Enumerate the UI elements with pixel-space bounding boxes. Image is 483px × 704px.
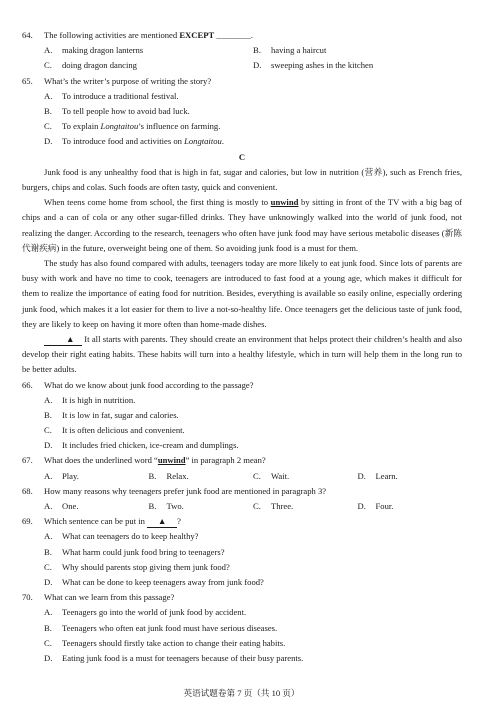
option-d [22,438,462,453]
option-text: To tell people how to avoid bad luck. [62,105,190,116]
option-text: What can be done to keep teenagers away from junk food? [62,576,264,587]
option-d [358,469,463,484]
option-label: A. [44,90,53,101]
option-d [358,499,463,514]
paragraph-text: When teens come home from school, the first thing is mostly to [44,197,271,208]
option-c [22,636,462,651]
option-label: D. [357,501,366,512]
page-footer: 英语试题卷第 7 页（共 10 页） [183,688,300,698]
option-a [22,469,149,484]
question-68 [22,484,462,499]
option-a [22,605,462,620]
option-text: What can teenagers do to keep healthy? [62,531,199,542]
option-text: Wait. [271,470,290,481]
option-d [22,575,462,590]
question-stem: ? [177,516,181,527]
option-label: A. [44,470,53,481]
question-stem: What does the underlined word “ [44,455,158,466]
question-stem: ” in paragraph 2 mean? [185,455,266,466]
option-label: B. [148,470,157,481]
q67-options [22,469,462,484]
option-label: A. [44,607,53,618]
option-text: What harm could junk food bring to teenagers? [62,546,225,557]
question-stem: What do we know about junk food according to the passage? [44,379,254,390]
option-b [22,545,462,560]
option-label: D. [44,136,53,147]
section-heading: C [238,151,246,162]
question-64 [22,28,462,43]
option-a [22,43,253,58]
option-label: C. [44,561,52,572]
question-65 [22,74,462,89]
option-text: Eating junk food is a must for teenagers because of their busy parents. [62,652,304,663]
option-text: It is high in nutrition. [62,394,136,405]
option-text: . [221,136,224,147]
option-label: C. [44,637,52,648]
question-67 [22,453,462,468]
stem-blank: ________. [214,30,253,40]
q64-options-cd [22,58,462,73]
paragraph-4 [22,332,462,378]
option-text: Teenagers should firstly take action to change their eating habits. [62,637,286,648]
option-c [22,58,253,73]
paragraph-text: by sitting in front of the TV with a big bag of chips and a can of cola or any other sugar-filled drinks. They have unknowingly walked into the world of junk food, not realizing the danger. According to the research, teenagers who often have junk food may have serious metabolic diseases (新陈代谢疾病) in the future, overweight being one of them. So avoiding junk food is a must for them. [22,197,462,253]
option-c [22,560,462,575]
question-number: 66. [22,379,33,390]
option-c [22,423,462,438]
question-number: 70. [22,592,33,603]
option-c [253,469,358,484]
question-number: 67. [22,455,33,466]
question-66 [22,378,462,393]
question-number: 64. [22,30,33,40]
question-69 [22,514,462,529]
option-text: It is low in fat, sugar and calories. [62,409,179,420]
question-stem: Which sentence can be put in [44,516,148,527]
answer-blank: ▲ [44,333,82,346]
q68-options [22,499,462,514]
option-b [149,499,254,514]
option-text: It includes fried chicken, ice-cream and dumplings. [62,440,239,451]
q64-options-ab [22,43,462,58]
option-text: having a haircut [271,45,327,56]
option-a [22,393,462,408]
option-italic: Longtaitou [100,121,139,132]
option-text: Why should parents stop giving them junk food? [62,561,230,572]
question-number: 68. [22,485,33,496]
option-text: To introduce a traditional festival. [62,90,179,101]
option-text: Three. [271,501,294,512]
option-text: making dragon lanterns [62,45,144,56]
paragraph-text: It all starts with parents. They should create an environment that helps protect their children’s health and also develop their right eating habits. These habits will turn into a healthy lifestyle, which in turn will help them in the long run to be better adults. [22,333,462,375]
option-b [149,469,254,484]
option-text: Two. [166,501,184,512]
option-label: B. [253,45,261,56]
option-text: Learn. [375,470,398,481]
option-a [22,529,462,544]
question-stem: How many reasons why teenagers prefer junk food are mentioned in paragraph 3? [44,485,327,496]
question-stem: The following activities are mentioned [44,30,180,40]
option-b [22,408,462,423]
option-label: D. [253,60,262,71]
question-number: 69. [22,516,33,527]
option-text: ’s influence on farming. [138,121,221,132]
option-text: Teenagers go into the world of junk food by accident. [62,607,247,618]
option-b [22,621,462,636]
option-italic: Longtaitou [184,136,222,147]
option-label: D. [44,652,53,663]
passage [22,165,462,378]
option-label: C. [44,121,52,132]
option-c [253,499,358,514]
option-label: A. [44,45,53,56]
option-d [253,58,462,73]
option-text: One. [62,501,79,512]
option-b [253,43,462,58]
stem-emphasis: EXCEPT [179,30,215,40]
option-label: C. [253,470,261,481]
underlined-word: unwind [157,455,186,466]
option-text: To introduce food and activities on [62,136,185,147]
option-label: C. [44,425,52,436]
option-text: Four. [375,501,394,512]
paragraph-3: The study has also found compared with adults, teenagers today are more likely to eat junk food. Since lots of parents are busy with work and have no time to cook, teenagers are introduced to fast food at a young age, which makes it difficult for them to realize the importance of eating food for nutrition. Besides, everything is available so easily online, especially ordering junk food, which makes it a lot easier for them to live a not-so-healthy life. Once teenagers get the delicious taste of junk food, they are likely to keep on having it more often than home-made dishes. [22,257,462,329]
option-label: D. [357,470,366,481]
option-text: Play. [62,470,79,481]
question-70 [22,590,462,605]
option-label: B. [148,501,157,512]
option-b [22,104,462,119]
underlined-word: unwind [270,197,299,208]
option-label: B. [44,105,52,116]
option-d [22,134,462,149]
option-label: D. [44,576,53,587]
question-stem: What’s the writer’s purpose of writing the story? [44,75,212,86]
option-a [22,89,462,104]
option-label: B. [44,546,52,557]
option-label: D. [44,440,53,451]
option-a [22,499,149,514]
option-text: doing dragon dancing [62,60,137,71]
option-d [22,651,462,666]
option-label: B. [44,409,52,420]
answer-blank: ▲ [147,515,177,528]
option-text: It is often delicious and convenient. [62,425,185,436]
option-text: Teenagers who often eat junk food must have serious diseases. [62,622,278,633]
option-text: sweeping ashes in the kitchen [271,60,374,71]
paragraph-1: Junk food is any unhealthy food that is high in fat, sugar and calories, but low in nutrition (营养), such as French fries, burgers, chips and colas. Such foods are often tasty, quick and convenient. [22,166,462,192]
option-c [22,119,462,134]
paragraph-2 [22,195,462,256]
option-label: A. [44,531,53,542]
option-label: A. [44,394,53,405]
option-label: C. [44,60,52,71]
option-label: C. [253,501,261,512]
question-stem: What can we learn from this passage? [44,592,175,603]
option-text: To explain [62,121,101,132]
option-label: B. [44,622,52,633]
option-text: Relax. [166,470,189,481]
question-number: 65. [22,75,33,86]
option-label: A. [44,501,53,512]
content [22,28,462,666]
